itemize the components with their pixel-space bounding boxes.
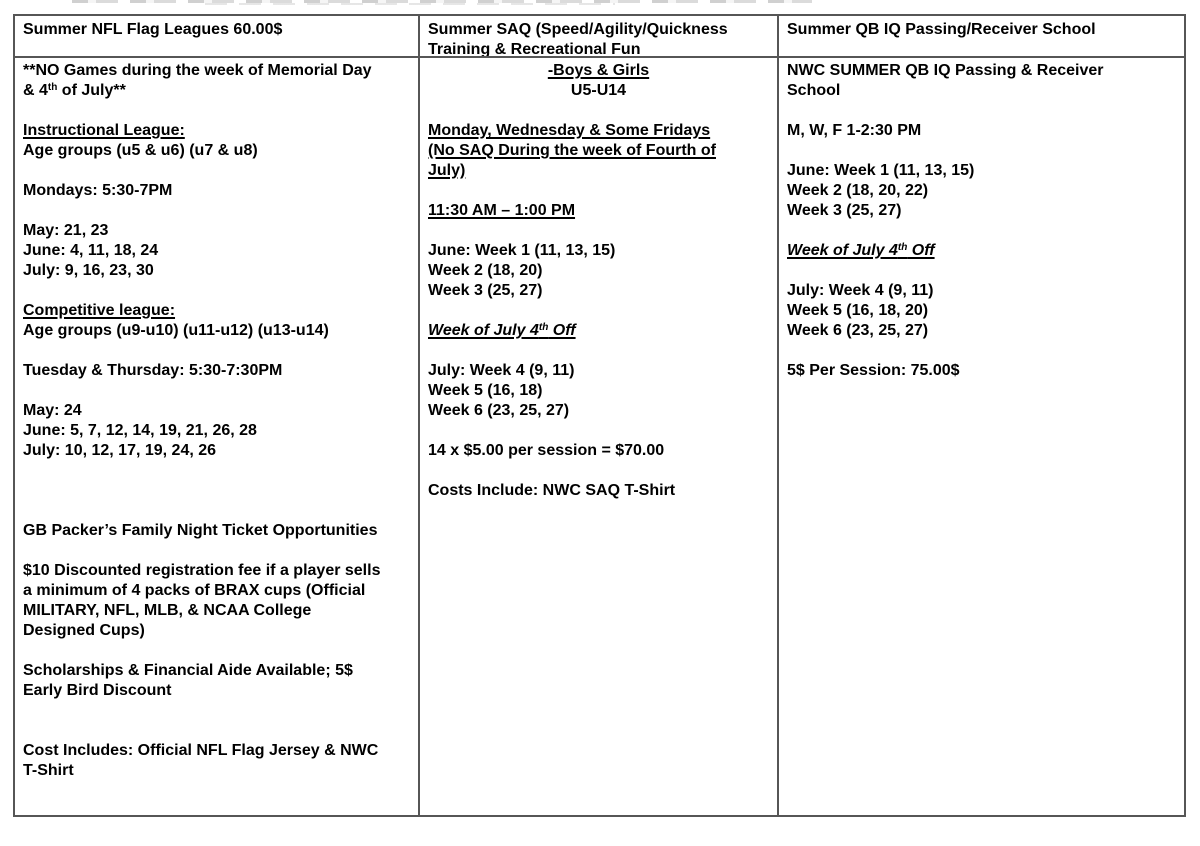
text-line: $10 Discounted registration fee if a player sells: [23, 562, 381, 579]
text-line: July: 9, 16, 23, 30: [23, 262, 154, 279]
blank-line: [23, 101, 410, 121]
blank-line: [23, 161, 410, 181]
column-header-qb-iq-school: Summer QB IQ Passing/Receiver School: [779, 16, 1184, 58]
blank-line: [428, 101, 769, 121]
text-line: Mondays: 5:30-7PM: [23, 182, 173, 199]
column-body-nfl-flag-leagues: [15, 58, 420, 815]
text-line: Week 5 (16, 18, 20): [787, 302, 929, 319]
text-line: T-Shirt: [23, 762, 74, 779]
column-header-saq-training: Summer SAQ (Speed/Agility/Quickness Training & Recreational Fun: [420, 16, 779, 58]
text-line: Week 6 (23, 25, 27): [428, 402, 570, 419]
text-line: a minimum of 4 packs of BRAX cups (Official: [23, 582, 366, 599]
text-line: July): [428, 162, 466, 179]
blank-line: [787, 141, 1176, 161]
text-line: Monday, Wednesday & Some Fridays: [428, 122, 711, 139]
blank-line: [428, 301, 769, 321]
text-line: & 4th of July**: [23, 82, 126, 99]
text-line: MILITARY, NFL, MLB, & NCAA College: [23, 602, 312, 619]
text-line: Scholarships & Financial Aide Available; 5$: [23, 662, 353, 679]
text-line: 5$ Per Session: 75.00$: [787, 362, 960, 379]
text-line: Week of July 4th Off: [428, 322, 576, 339]
text-line: Age groups (u9-u10) (u11-u12) (u13-u14): [23, 322, 329, 339]
text-line: July: Week 4 (9, 11): [787, 282, 934, 299]
text-line: U5-U14: [570, 82, 627, 99]
blank-line: [23, 721, 410, 741]
blank-line: [23, 541, 410, 561]
column-header-nfl-flag-leagues: Summer NFL Flag Leagues 60.00$: [15, 16, 420, 58]
text-line: Week 3 (25, 27): [428, 282, 543, 299]
blank-line: [23, 701, 410, 721]
blank-line: [787, 341, 1176, 361]
text-line: June: Week 1 (11, 13, 15): [428, 242, 616, 259]
text-line: 11:30 AM – 1:00 PM: [428, 202, 576, 219]
text-line: Designed Cups): [23, 622, 145, 639]
text-line: M, W, F 1-2:30 PM: [787, 122, 922, 139]
text-line: July: 10, 12, 17, 19, 24, 26: [23, 442, 217, 459]
text-line: Cost Includes: Official NFL Flag Jersey & NWC: [23, 742, 379, 759]
blank-line: [23, 641, 410, 661]
text-line: NWC SUMMER QB IQ Passing & Receiver: [787, 62, 1104, 79]
text-line: Week of July 4th Off: [787, 242, 935, 259]
text-line: Tuesday & Thursday: 5:30-7:30PM: [23, 362, 283, 379]
text-line: June: 4, 11, 18, 24: [23, 242, 159, 259]
column-body-qb-iq-school: [779, 58, 1184, 815]
blank-line: [428, 461, 769, 481]
blank-line: [428, 341, 769, 361]
blank-line: [428, 221, 769, 241]
text-line: Week 2 (18, 20): [428, 262, 543, 279]
text-line: -Boys & Girls: [547, 62, 650, 79]
text-line: June: 5, 7, 12, 14, 19, 21, 26, 28: [23, 422, 257, 439]
text-line: Age groups (u5 & u6) (u7 & u8): [23, 142, 258, 159]
text-line: Early Bird Discount: [23, 682, 172, 699]
blank-line: [23, 281, 410, 301]
text-line: Competitive league:: [23, 302, 176, 319]
text-line: Week 5 (16, 18): [428, 382, 543, 399]
blank-line: [23, 461, 410, 481]
blank-line: [787, 261, 1176, 281]
text-line: Week 2 (18, 20, 22): [787, 182, 929, 199]
text-line: **NO Games during the week of Memorial Day: [23, 62, 372, 79]
text-line: 14 x $5.00 per session = $70.00: [428, 442, 665, 459]
text-line: June: Week 1 (11, 13, 15): [787, 162, 975, 179]
column-body-saq-training: [420, 58, 779, 815]
summer-programs-table: [13, 14, 1186, 817]
blank-line: [23, 481, 410, 501]
text-line: (No SAQ During the week of Fourth of: [428, 142, 716, 159]
text-line: Week 3 (25, 27): [787, 202, 902, 219]
text-line: July: Week 4 (9, 11): [428, 362, 575, 379]
blank-line: [428, 181, 769, 201]
blank-line: [23, 341, 410, 361]
text-line: May: 21, 23: [23, 222, 109, 239]
blank-line: [787, 101, 1176, 121]
blank-line: [787, 221, 1176, 241]
blank-line: [23, 501, 410, 521]
text-line: May: 24: [23, 402, 82, 419]
text-line: Costs Include: NWC SAQ T-Shirt: [428, 482, 676, 499]
blank-line: [428, 421, 769, 441]
text-line: GB Packer’s Family Night Ticket Opportunities: [23, 522, 378, 539]
blank-line: [23, 381, 410, 401]
text-line: Week 6 (23, 25, 27): [787, 322, 929, 339]
text-line: Instructional League:: [23, 122, 185, 139]
blank-line: [23, 201, 410, 221]
clipped-text-artifact: [205, 3, 615, 5]
text-line: School: [787, 82, 841, 99]
